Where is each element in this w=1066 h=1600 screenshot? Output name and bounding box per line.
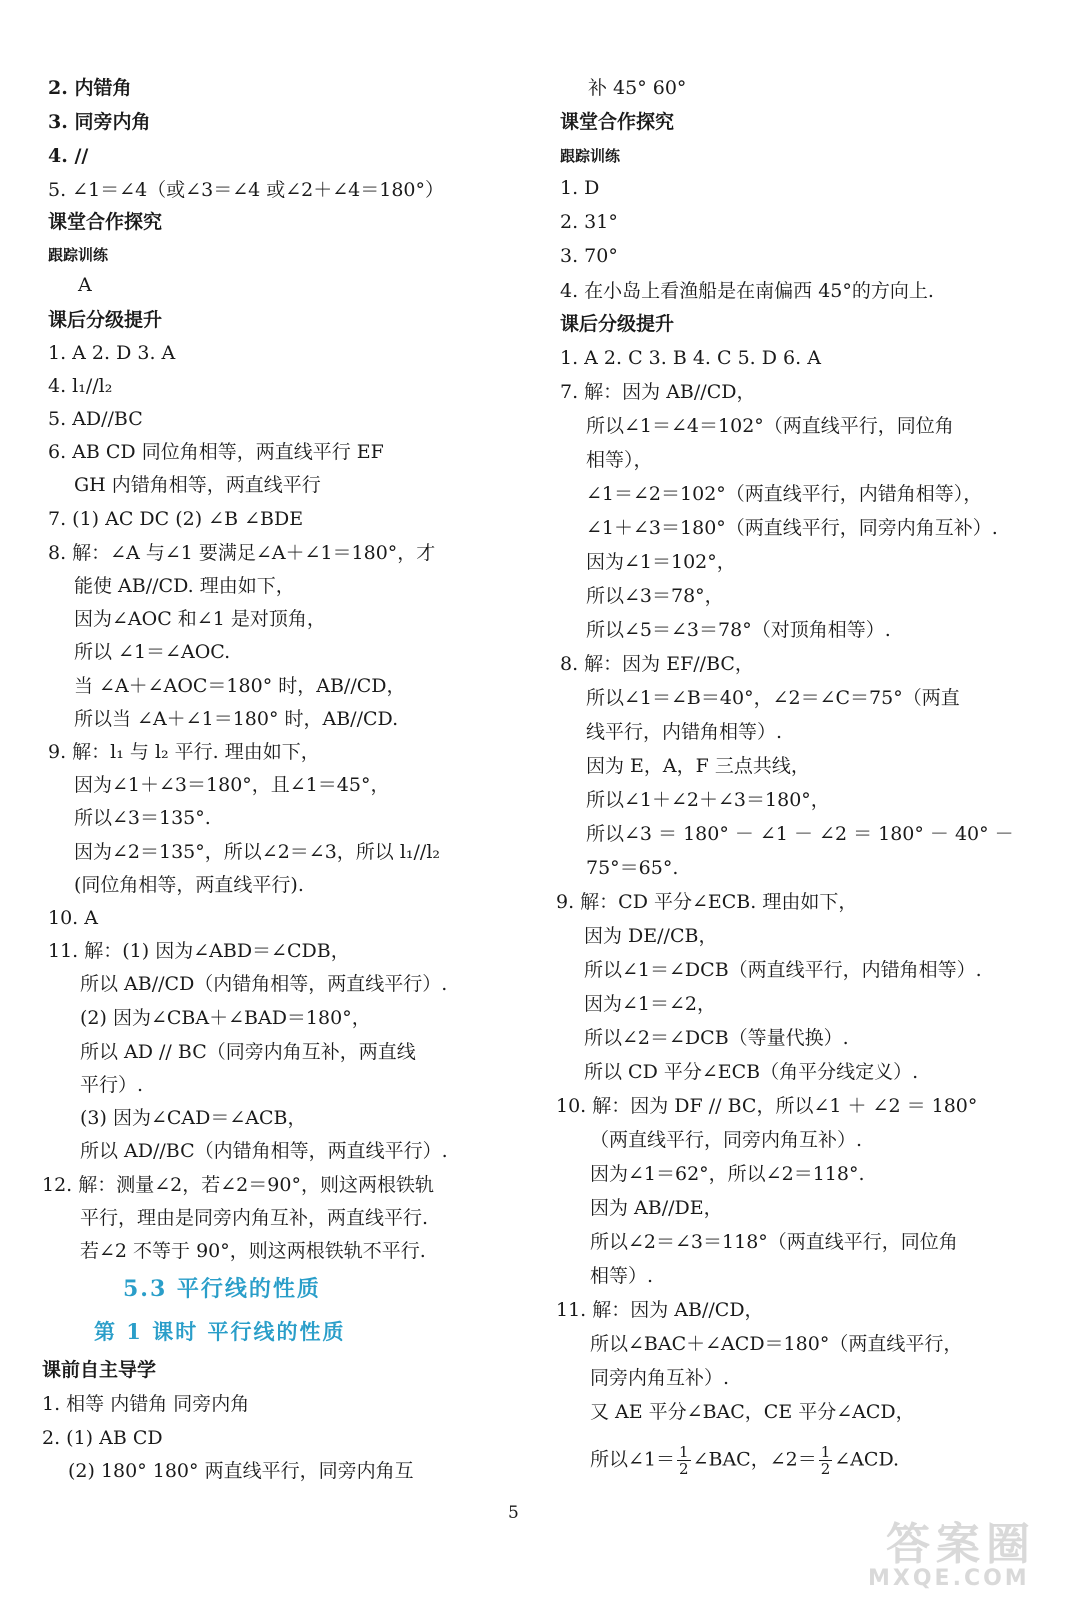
answer-line: 所以∠1＋∠2＋∠3＝180°， [586, 789, 830, 811]
answer-line: 1. A 2. D 3. A [48, 342, 176, 364]
answer-line: 所以 ∠1＝∠AOC. [74, 641, 231, 663]
fraction-numerator: 1 [679, 1443, 689, 1461]
section-heading: 课后分级提升 [560, 313, 675, 335]
fraction [819, 1444, 833, 1477]
answer-line: 1. D [560, 177, 600, 199]
answer-line: 3. 同旁内角 [48, 111, 151, 133]
fraction-denominator: 2 [820, 1460, 831, 1478]
answer-line: 因为∠AOC 和∠1 是对顶角， [74, 608, 326, 630]
answer-line: 5. ∠1＝∠4（或∠3＝∠4 或∠2＋∠4＝180°） [48, 179, 445, 201]
answer-line: 7. (1) AC DC (2) ∠B ∠BDE [48, 508, 304, 530]
answer-line: 所以∠1＝∠B＝40°，∠2＝∠C＝75°（两直 [586, 687, 960, 709]
lesson-section-title: 5.3 平行线的性质 [123, 1276, 321, 1302]
section-heading: 课前自主导学 [42, 1359, 157, 1381]
answer-line: 4. 在小岛上看渔船是在南偏西 45°的方向上. [560, 280, 934, 302]
answer-line: 所以∠1＝∠4＝102°（两直线平行，同位角 [586, 415, 954, 437]
answer-line: 7. 解：因为 AB//CD， [560, 381, 756, 403]
answer-line: 因为∠1＋∠3＝180°，且∠1＝45°， [74, 774, 390, 796]
answer-line: (2) 因为∠CBA＋∠BAD＝180°， [80, 1007, 371, 1029]
answer-line: 12. 解：测量∠2，若∠2＝90°，则这两根铁轨 [42, 1174, 434, 1196]
answer-line-with-fractions [590, 1444, 899, 1477]
answer-line: 2. 31° [560, 211, 618, 233]
answer-line: 平行，理由是同旁内角互补，两直线平行. [80, 1207, 429, 1229]
answer-line: 因为∠1＝62°，所以∠2＝118°. [590, 1163, 865, 1185]
answer-line: 所以∠1＝∠DCB（两直线平行，内错角相等）. [584, 959, 982, 981]
section-heading: 课堂合作探究 [560, 111, 675, 133]
answer-line: 因为 AB//DE， [590, 1197, 723, 1219]
answer-line: 所以 CD 平分∠ECB（角平分线定义）. [584, 1061, 919, 1083]
answer-line: 当 ∠A＋∠AOC＝180° 时，AB//CD， [74, 675, 406, 697]
fraction-numerator: 1 [820, 1443, 831, 1461]
answer-text: 所以∠1＝ [590, 1448, 676, 1471]
answer-line: 因为∠2＝135°，所以∠2＝∠3，所以 l₁//l₂ [74, 841, 441, 863]
answer-line: 10. 解：因为 DF // BC，所以∠1 ＋ ∠2 ＝ 180° [556, 1095, 978, 1117]
answer-line: 所以∠3 ＝ 180° － ∠1 － ∠2 ＝ 180° － 40° － [586, 823, 1014, 845]
answer-line: 2. 内错角 [48, 77, 132, 99]
subsection-heading: 跟踪训练 [48, 246, 109, 264]
answer-line: 因为 E，A，F 三点共线， [586, 755, 810, 777]
answer-line: 所以 AD // BC（同旁内角互补，两直线 [80, 1041, 416, 1063]
answer-line: 相等）， [586, 449, 653, 471]
answer-line: 若∠2 不等于 90°，则这两根铁轨不平行. [80, 1240, 426, 1262]
answer-line: (2) 180° 180° 两直线平行，同旁内角互 [68, 1460, 414, 1482]
answer-line: (同位角相等，两直线平行). [74, 874, 304, 896]
watermark [868, 1508, 1058, 1594]
watermark-logo-text: 答案圈 [886, 1519, 1036, 1570]
answer-text: ∠ACD. [834, 1448, 900, 1471]
answer-line: 所以∠5＝∠3＝78°（对顶角相等）. [586, 619, 891, 641]
answer-line: 9. 解：l₁ 与 l₂ 平行. 理由如下， [48, 741, 320, 763]
answer-line: 能使 AB//CD. 理由如下， [74, 575, 295, 597]
answer-line: 11. 解：因为 AB//CD， [556, 1299, 764, 1321]
answer-line: GH 内错角相等，两直线平行 [74, 474, 321, 496]
answer-line: 因为∠1＝102°， [586, 551, 736, 573]
fraction-denominator: 2 [679, 1460, 689, 1478]
answer-line: 所以∠2＝∠DCB（等量代换）. [584, 1027, 849, 1049]
answer-line: 8. 解：∠A 与∠1 要满足∠A＋∠1＝180°，才 [48, 542, 436, 564]
answer-line: 1. 相等 内错角 同旁内角 [42, 1393, 250, 1415]
answer-line: ∠1＝∠2＝102°（两直线平行，内错角相等）， [586, 483, 983, 505]
answer-line: 因为 DE//CB， [584, 925, 718, 947]
answer-line: 所以 AB//CD（内错角相等，两直线平行）. [80, 973, 448, 995]
answer-line: 同旁内角互补）. [590, 1367, 730, 1389]
answer-line: 9. 解：CD 平分∠ECB. 理由如下， [556, 891, 858, 913]
answer-line: 线平行，内错角相等）. [586, 721, 783, 743]
answer-line: 10. A [48, 907, 98, 929]
answer-line: A [78, 274, 92, 296]
answer-line: 6. AB CD 同位角相等，两直线平行 EF [48, 441, 384, 463]
answer-line: 5. AD//BC [48, 408, 143, 430]
answer-line: 所以∠2＝∠3＝118°（两直线平行，同位角 [590, 1231, 958, 1253]
answer-text: ∠BAC，∠2＝ [692, 1448, 817, 1471]
answer-line: 所以当 ∠A＋∠1＝180° 时，AB//CD. [74, 708, 399, 730]
answer-line: (3) 因为∠CAD＝∠ACB， [80, 1107, 307, 1129]
answer-line: 因为∠1＝∠2， [584, 993, 717, 1015]
answer-line: 所以 AD//BC（内错角相等，两直线平行）. [80, 1140, 448, 1162]
answer-line: 所以∠BAC＋∠ACD＝180°（两直线平行， [590, 1333, 963, 1355]
fraction [677, 1444, 691, 1477]
answer-line: 4. l₁//l₂ [48, 375, 113, 397]
subsection-heading: 跟踪训练 [560, 147, 621, 165]
answer-line: （两直线平行，同旁内角互补）. [590, 1129, 863, 1151]
answer-line: 所以∠3＝135°. [74, 807, 211, 829]
answer-line: 1. A 2. C 3. B 4. C 5. D 6. A [560, 347, 821, 369]
answer-line: 平行）. [80, 1074, 144, 1096]
page-number: 5 [508, 1503, 519, 1523]
section-heading: 课堂合作探究 [48, 211, 163, 233]
answer-line: 又 AE 平分∠BAC，CE 平分∠ACD， [590, 1401, 915, 1423]
lesson-subtitle: 第 1 课时 平行线的性质 [94, 1319, 346, 1344]
answer-line: 75°＝65°. [586, 857, 679, 879]
answer-line: 8. 解：因为 EF//BC， [560, 653, 754, 675]
answer-line: 11. 解：(1) 因为∠ABD＝∠CDB， [48, 940, 350, 962]
answer-line: 相等）. [590, 1265, 654, 1287]
answer-line: ∠1＋∠3＝180°（两直线平行，同旁内角互补）. [586, 517, 998, 539]
watermark-url: MXQE.COM [868, 1566, 1030, 1591]
answer-line: 3. 70° [560, 245, 618, 267]
answer-line: 4. // [48, 145, 89, 167]
answer-line: 2. (1) AB CD [42, 1427, 163, 1449]
answer-line: 补 45° 60° [588, 77, 687, 99]
section-heading: 课后分级提升 [48, 309, 163, 331]
answer-line: 所以∠3＝78°， [586, 585, 724, 607]
